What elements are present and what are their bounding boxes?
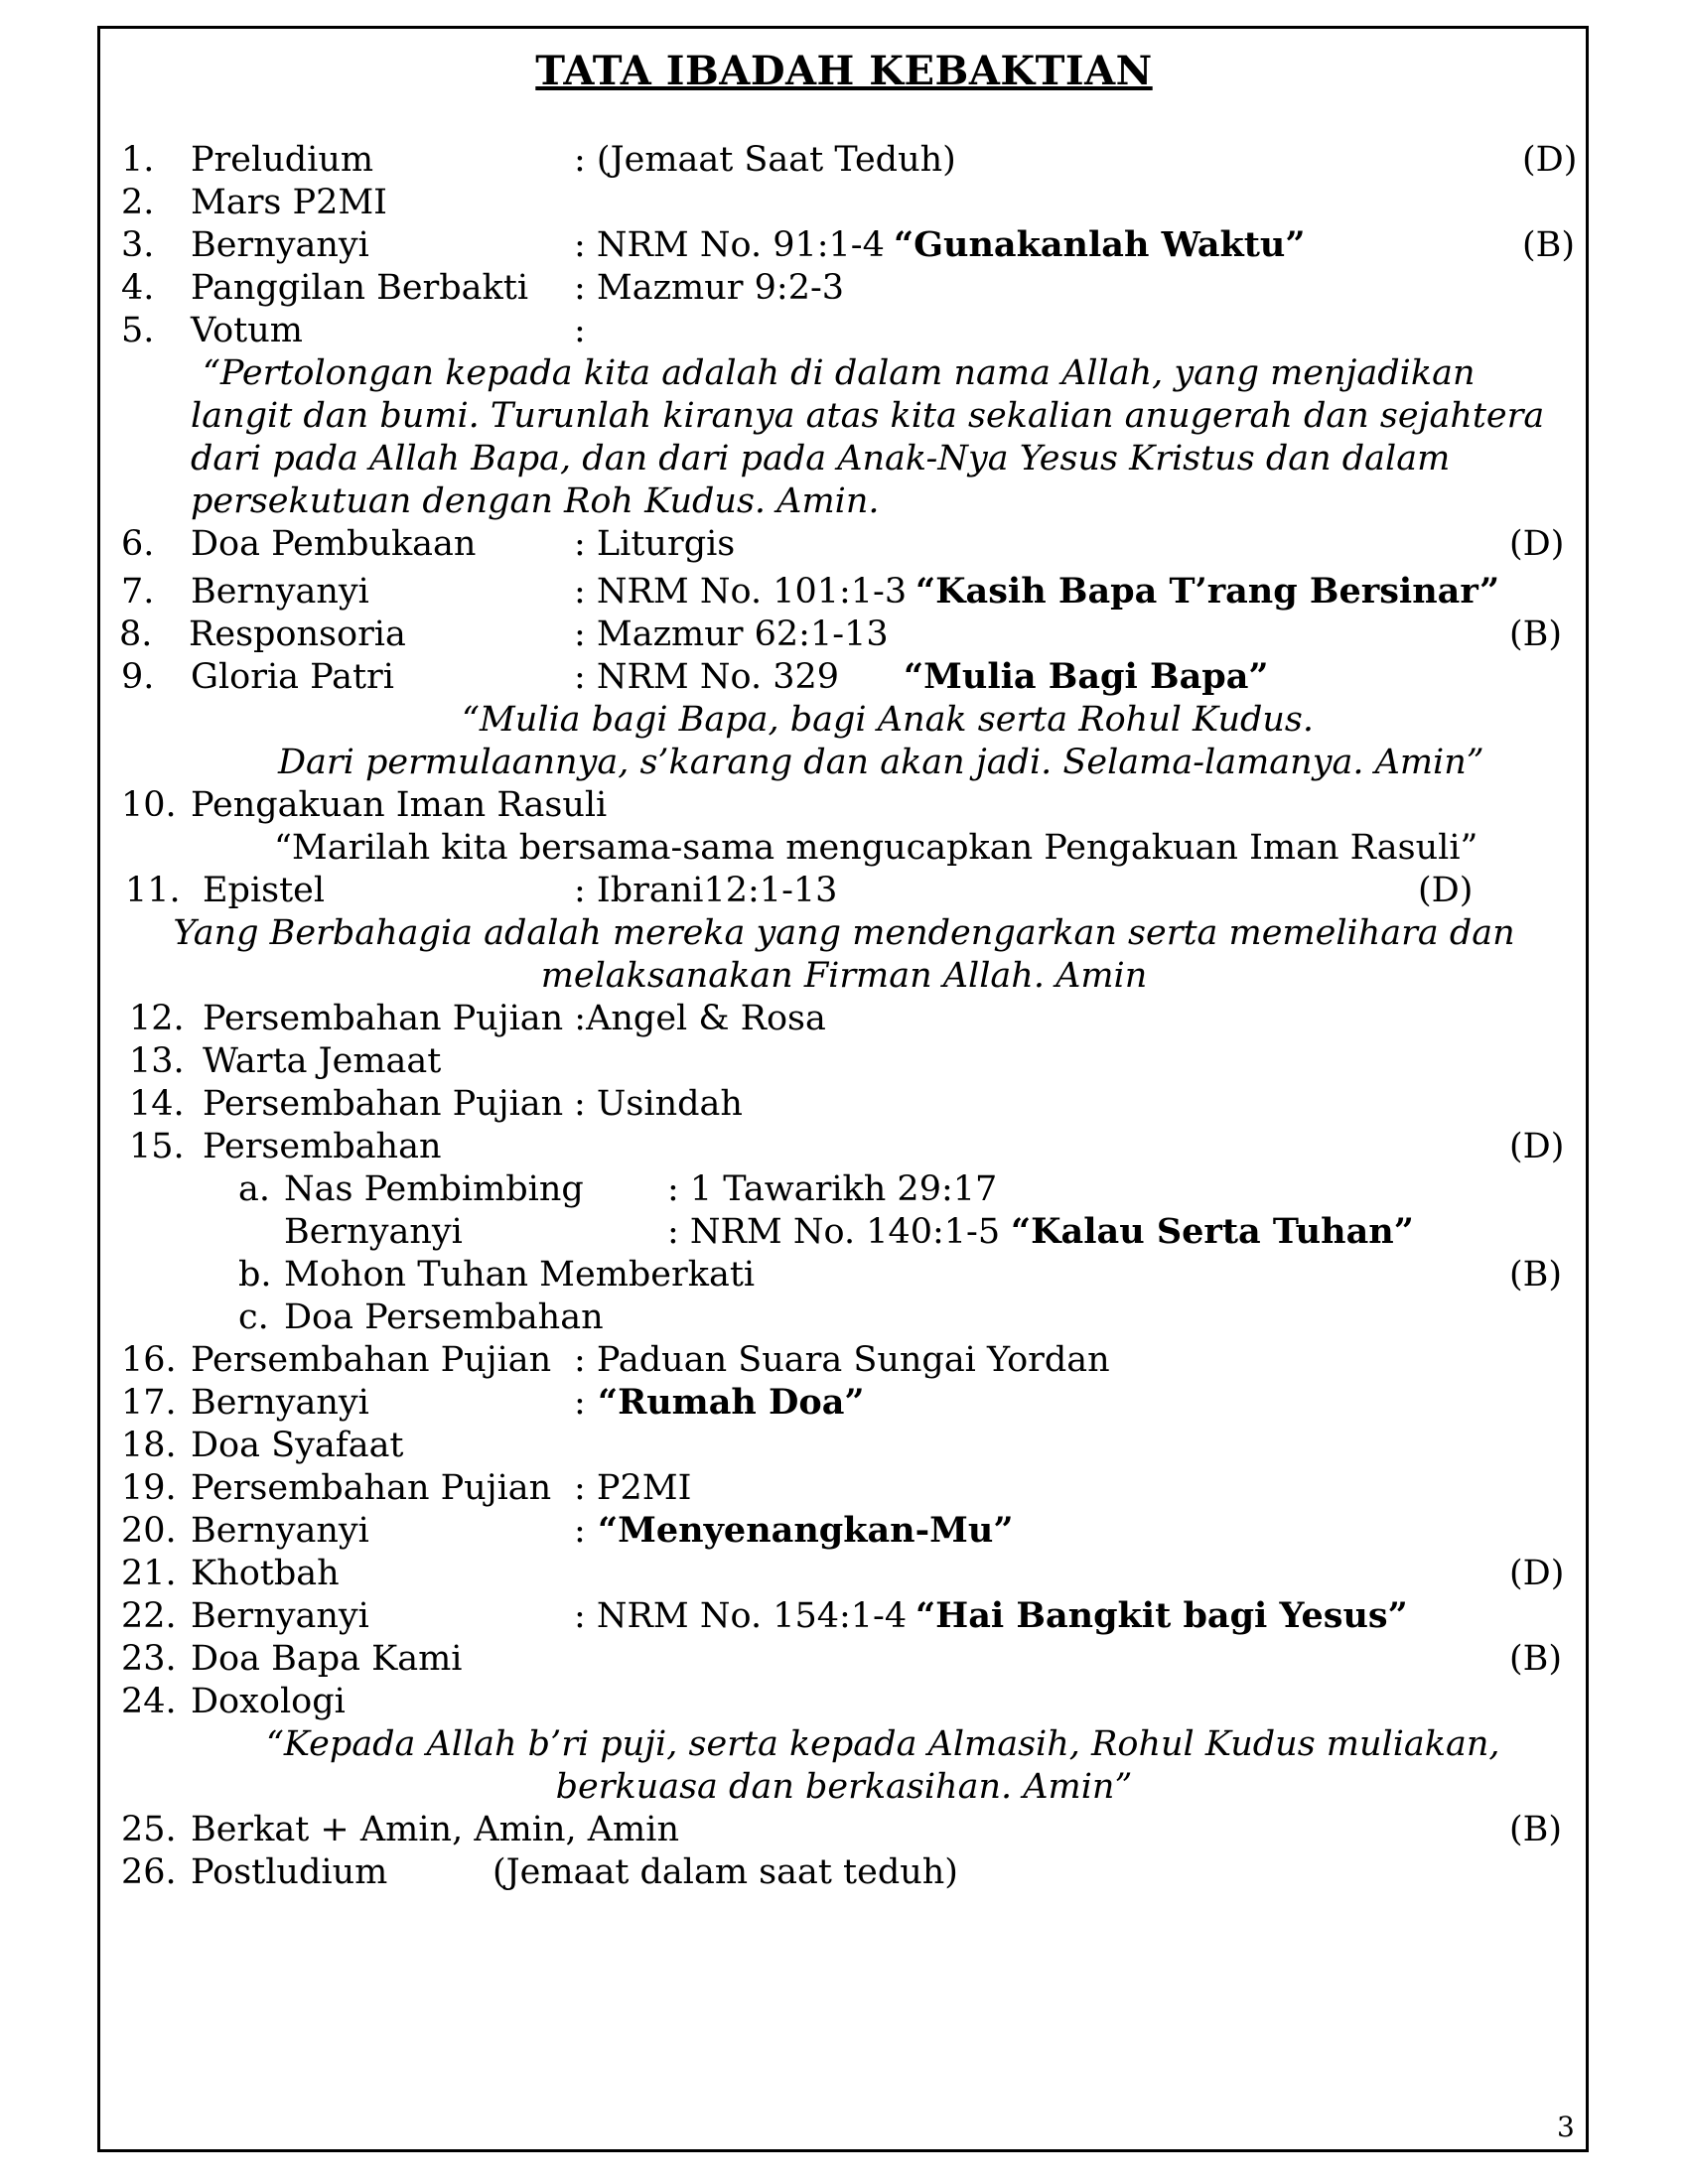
song-title: “Kasih Bapa T’rang Bersinar” bbox=[915, 571, 1500, 612]
item-label: Doa Bapa Kami bbox=[191, 1639, 463, 1679]
liturgy-text: dari pada Allah Bapa, dan dari pada Anak-Nya Yesus Kristus dan dalam bbox=[191, 439, 1451, 478]
item-number: 24. bbox=[121, 1682, 177, 1721]
sub-item-label: Nas Pembimbing bbox=[284, 1169, 584, 1209]
item-label: Panggilan Berbakti bbox=[191, 268, 529, 308]
page-number: 3 bbox=[1557, 2111, 1575, 2143]
item-value: : NRM No. 329 bbox=[574, 657, 839, 697]
role-code: (D) bbox=[1509, 1554, 1565, 1593]
item-value: : Usindah bbox=[574, 1084, 743, 1124]
role-code: (D) bbox=[1522, 140, 1578, 180]
role-code: (B) bbox=[1522, 225, 1576, 265]
song-title: “Gunakanlah Waktu” bbox=[894, 224, 1306, 265]
role-code: (B) bbox=[1509, 614, 1563, 654]
item-label: Khotbah bbox=[191, 1554, 340, 1593]
item-label: Warta Jemaat bbox=[203, 1041, 442, 1081]
item-label: Postludium bbox=[191, 1852, 388, 1892]
role-code: (B) bbox=[1509, 1810, 1563, 1849]
item-value: : (Jemaat Saat Teduh) bbox=[574, 140, 956, 180]
item-number: 15. bbox=[129, 1127, 185, 1166]
item-label: Gloria Patri bbox=[191, 657, 394, 697]
sub-item-marker: c. bbox=[238, 1297, 269, 1337]
item-value: : Liturgis bbox=[574, 524, 736, 564]
role-code: (D) bbox=[1509, 1127, 1565, 1166]
liturgy-text: “Kepada Allah b’ri puji, serta kepada Almasih, Rohul Kudus muliakan, bbox=[266, 1724, 1500, 1764]
item-label: Bernyanyi bbox=[191, 1383, 369, 1423]
item-number: 8. bbox=[119, 614, 153, 654]
liturgy-text: “Marilah kita bersama-sama mengucapkan Pengakuan Iman Rasuli” bbox=[274, 828, 1478, 868]
item-value: : Mazmur 9:2-3 bbox=[574, 268, 845, 308]
item-number: 23. bbox=[121, 1639, 177, 1679]
song-title: “Rumah Doa” bbox=[598, 1382, 865, 1423]
item-number: 17. bbox=[121, 1383, 177, 1423]
liturgy-text: langit dan bumi. Turunlah kiranya atas kita sekalian anugerah dan sejahtera bbox=[191, 396, 1545, 436]
song-title: “Hai Bangkit bagi Yesus” bbox=[915, 1595, 1408, 1636]
item-label: Epistel bbox=[203, 871, 326, 910]
item-number: 13. bbox=[129, 1041, 185, 1081]
item-value: : NRM No. 101:1-3 bbox=[574, 572, 908, 612]
item-number: 22. bbox=[121, 1596, 177, 1636]
liturgy-text: “Mulia bagi Bapa, bagi Anak serta Rohul Kudus. bbox=[462, 700, 1315, 740]
item-number: 12. bbox=[129, 999, 185, 1038]
item-label: Bernyanyi bbox=[191, 572, 369, 612]
item-label: Bernyanyi bbox=[191, 225, 369, 265]
item-label: Responsoria bbox=[189, 614, 406, 654]
item-label: Persembahan Pujian bbox=[203, 1084, 564, 1124]
role-code: (D) bbox=[1509, 524, 1565, 564]
item-number: 14. bbox=[129, 1084, 185, 1124]
item-label: Bernyanyi bbox=[191, 1511, 369, 1551]
role-code: (B) bbox=[1509, 1255, 1563, 1295]
item-label: Persembahan Pujian bbox=[191, 1340, 552, 1380]
role-code: (D) bbox=[1418, 871, 1474, 910]
item-number: 5. bbox=[121, 311, 155, 350]
item-label: Persembahan Pujian bbox=[191, 1468, 552, 1508]
item-number: 2. bbox=[121, 183, 155, 222]
sub-item-value: : NRM No. 140:1-5 bbox=[667, 1212, 1001, 1252]
liturgy-text: Yang Berbahagia adalah mereka yang mendengarkan serta memelihara dan bbox=[173, 913, 1515, 953]
item-value: : bbox=[574, 1511, 586, 1551]
sub-item-marker: b. bbox=[238, 1255, 272, 1295]
item-value: : NRM No. 154:1-4 bbox=[574, 1596, 908, 1636]
item-number: 3. bbox=[121, 225, 155, 265]
item-value: : bbox=[574, 311, 586, 350]
item-number: 21. bbox=[121, 1554, 177, 1593]
item-number: 1. bbox=[121, 140, 155, 180]
item-value: : Mazmur 62:1-13 bbox=[574, 614, 889, 654]
item-value: : NRM No. 91:1-4 bbox=[574, 225, 885, 265]
item-value: : Ibrani12:1-13 bbox=[574, 871, 838, 910]
item-number: 16. bbox=[121, 1340, 177, 1380]
item-label: Bernyanyi bbox=[191, 1596, 369, 1636]
item-number: 9. bbox=[121, 657, 155, 697]
item-number: 26. bbox=[121, 1852, 177, 1892]
sub-item-marker: a. bbox=[238, 1169, 270, 1209]
sub-item-value: : 1 Tawarikh 29:17 bbox=[667, 1169, 998, 1209]
sub-item-label: Mohon Tuhan Memberkati bbox=[284, 1255, 756, 1295]
item-number: 6. bbox=[121, 524, 155, 564]
item-value: : P2MI bbox=[574, 1468, 692, 1508]
item-label: Berkat + Amin, Amin, Amin bbox=[191, 1810, 679, 1849]
item-label: Doxologi bbox=[191, 1682, 346, 1721]
item-label: Preludium bbox=[191, 140, 374, 180]
item-number: 20. bbox=[121, 1511, 177, 1551]
item-value: (Jemaat dalam saat teduh) bbox=[492, 1852, 958, 1892]
liturgy-text: “Pertolongan kepada kita adalah di dalam nama Allah, yang menjadikan bbox=[203, 353, 1476, 393]
song-title: “Mulia Bagi Bapa” bbox=[904, 656, 1269, 697]
liturgy-text: berkuasa dan berkasihan. Amin” bbox=[555, 1767, 1133, 1807]
item-label: Doa Syafaat bbox=[191, 1426, 404, 1465]
role-code: (B) bbox=[1509, 1639, 1563, 1679]
item-label: Persembahan bbox=[203, 1127, 442, 1166]
liturgy-text: melaksanakan Firman Allah. Amin bbox=[540, 956, 1148, 996]
item-value: : Paduan Suara Sungai Yordan bbox=[574, 1340, 1110, 1380]
song-title: “Menyenangkan-Mu” bbox=[598, 1510, 1014, 1551]
item-number: 19. bbox=[121, 1468, 177, 1508]
item-label: Persembahan Pujian :Angel & Rosa bbox=[203, 999, 826, 1038]
item-number: 4. bbox=[121, 268, 155, 308]
page-title: TATA IBADAH KEBAKTIAN bbox=[535, 48, 1153, 94]
item-value: : bbox=[574, 1383, 586, 1423]
sub-item-label: Bernyanyi bbox=[284, 1212, 463, 1252]
item-number: 7. bbox=[121, 572, 155, 612]
item-number: 18. bbox=[121, 1426, 177, 1465]
sub-item-label: Doa Persembahan bbox=[284, 1297, 604, 1337]
liturgy-text: Dari permulaannya, s’karang dan akan jadi. Selama-lamanya. Amin” bbox=[278, 743, 1484, 782]
song-title: “Kalau Serta Tuhan” bbox=[1011, 1211, 1414, 1252]
item-number: 11. bbox=[125, 871, 181, 910]
item-number: 10. bbox=[121, 785, 177, 825]
item-label: Pengakuan Iman Rasuli bbox=[191, 785, 608, 825]
item-label: Votum bbox=[191, 311, 303, 350]
item-label: Doa Pembukaan bbox=[191, 524, 477, 564]
item-label: Mars P2MI bbox=[191, 183, 388, 222]
liturgy-text: persekutuan dengan Roh Kudus. Amin. bbox=[191, 481, 880, 521]
item-number: 25. bbox=[121, 1810, 177, 1849]
